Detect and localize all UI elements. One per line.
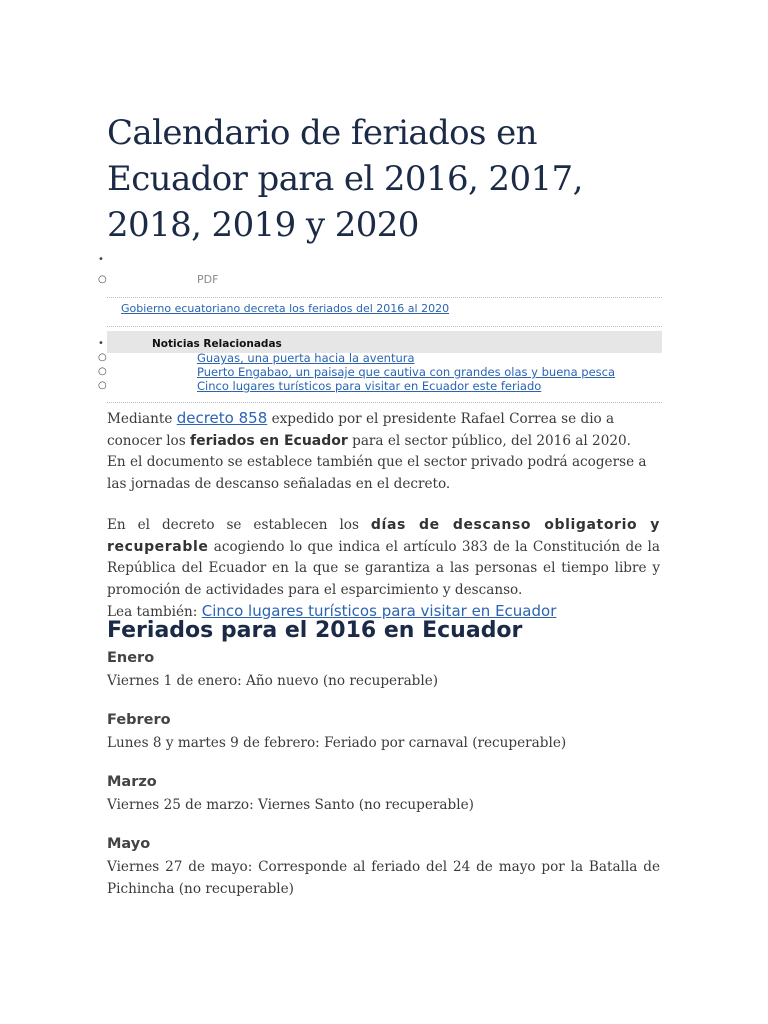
para3-text-a: En el decreto se establecen los — [107, 517, 371, 533]
related-link-engabao[interactable]: Puerto Engabao, un paisaje que cautiva con grandes olas y buena pesca — [197, 365, 616, 379]
top-related-link[interactable]: Gobierno ecuatoriano decreta los feriados del 2016 al 2020 — [121, 302, 450, 315]
spacer — [107, 495, 660, 515]
see-also-label: Lea también: — [107, 604, 202, 620]
share-bullet: • — [98, 254, 104, 265]
month-mayo: Mayo — [107, 836, 151, 852]
paragraph-sector-privado: En el documento se establece también que el sector privado podrá acogerse a las jornadas de descanso señaladas en el decreto. — [107, 454, 647, 492]
decreto-link[interactable]: decreto 858 — [176, 409, 268, 427]
holiday-mayo: Viernes 27 de mayo: Corresponde al feriado del 24 de mayo por la Batalla de Pichincha (no recuperable) — [107, 859, 660, 897]
related-item-bullet: ○ — [98, 366, 107, 377]
month-febrero: Febrero — [107, 712, 171, 728]
holiday-enero: Viernes 1 de enero: Año nuevo (no recuperable) — [107, 673, 439, 689]
para1-text-b: expedido por el presidente Rafael Correa se dio a conocer los — [107, 411, 615, 449]
paragraph-decreto — [107, 408, 660, 452]
related-item-bullet: ○ — [98, 352, 107, 363]
divider — [107, 297, 662, 298]
divider — [107, 326, 662, 327]
holiday-marzo: Viernes 25 de marzo: Viernes Santo (no recuperable) — [107, 797, 474, 813]
related-bullet: • — [98, 338, 104, 349]
related-link-guayas[interactable]: Guayas, una puerta hacia la aventura — [197, 351, 415, 365]
para3-text-b: acogiendo lo que indica el artículo 383 de la Constitución de la República del Ecuador en la que se garantiza a las personas el tiempo libre y promoción de actividades para el esparcimiento y descanso. — [107, 538, 660, 598]
divider — [107, 402, 662, 403]
para1-bold: feriados en Ecuador — [190, 432, 348, 449]
related-item-bullet: ○ — [98, 380, 107, 391]
para3-bold: días de descanso obligatorio y recuperable — [107, 517, 661, 555]
para1-text-a: Mediante — [107, 411, 173, 427]
paragraph-dias-descanso — [107, 515, 660, 601]
see-also-link[interactable]: Cinco lugares turísticos para visitar en Ecuador — [201, 602, 557, 620]
pdf-bullet: ○ — [98, 274, 107, 285]
pdf-button[interactable]: PDF — [197, 273, 219, 286]
related-link-cinco-lugares[interactable]: Cinco lugares turísticos para visitar en Ecuador este feriado — [197, 379, 542, 393]
month-marzo: Marzo — [107, 774, 157, 790]
month-enero: Enero — [107, 650, 155, 666]
related-news-heading: Noticias Relacionadas — [152, 338, 282, 350]
section-title-2016: Feriados para el 2016 en Ecuador — [107, 618, 523, 643]
article-body — [107, 408, 660, 624]
para1-text-c: para el sector público, del 2016 al 2020. — [347, 432, 631, 449]
holiday-febrero: Lunes 8 y martes 9 de febrero: Feriado por carnaval (recuperable) — [107, 735, 567, 751]
article-title: Calendario de feriados en Ecuador para el 2016, 2017, 2018, 2019 y 2020 — [107, 113, 583, 245]
